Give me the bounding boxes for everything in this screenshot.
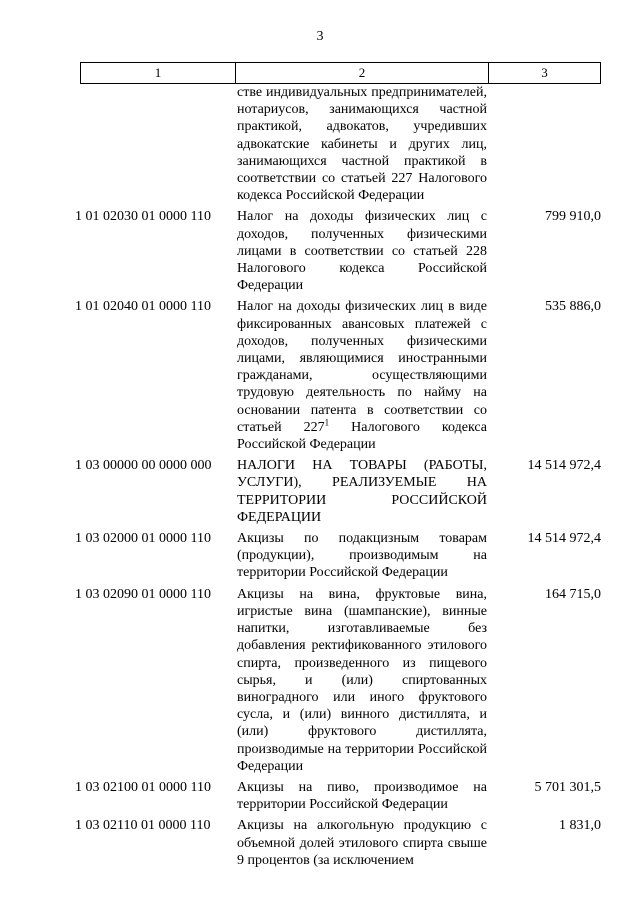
row-code: 1 03 00000 00 0000 000 (75, 458, 212, 474)
row-name: Налог на доходы физических лиц с доходов, полученных физическими лицами в соответствии со статьей 228 Налогового кодекса Российской Федерации (237, 209, 487, 294)
table-row (75, 298, 601, 453)
table-row (75, 779, 601, 813)
row-name: Акцизы по подакцизным товарам (продукции), производимым на территории Российской Федерации (237, 531, 487, 581)
row-code: 1 03 02100 01 0000 110 (75, 779, 211, 795)
page-number: 3 (316, 29, 324, 44)
row-code: 1 01 02040 01 0000 110 (75, 299, 211, 315)
row-name-text: Налог на доходы физических лиц в виде фиксированных авансовых платежей с доходов, полученных физическими лицами, являющимися иностранными гражданами, осуществляющими трудовую деятельность по найму на основании патента в соответствии со статьей 227 (237, 299, 487, 435)
table-row (75, 457, 601, 526)
column-header-3: 3 (541, 65, 548, 80)
superscript-marker: 1 (324, 417, 330, 428)
column-header-1: 1 (81, 63, 236, 83)
row-name: Акцизы на алкогольную продукцию с объемной долей этилового спирта свыше 9 процентов (за исключением (237, 818, 487, 868)
row-code: 1 01 02030 01 0000 110 (75, 209, 211, 225)
row-code: 1 03 02110 01 0000 110 (75, 818, 211, 834)
table-row-continuation (80, 84, 601, 204)
row-value: 535 886,0 (545, 299, 601, 315)
row-value: 14 514 972,4 (527, 531, 601, 547)
row-code: 1 03 02000 01 0000 110 (75, 531, 211, 547)
table-header-row (80, 62, 601, 84)
row-value: 5 701 301,5 (534, 779, 601, 795)
table-row (75, 817, 601, 869)
row-code: 1 03 02090 01 0000 110 (75, 586, 211, 602)
row-value: 799 910,0 (545, 209, 601, 225)
column-header-2: 2 (236, 63, 489, 83)
row-name: НАЛОГИ НА ТОВАРЫ (РАБОТЫ, УСЛУГИ), РЕАЛИЗУЕМЫЕ НА ТЕРРИТОРИИ РОССИЙСКОЙ ФЕДЕРАЦИИ (237, 458, 487, 525)
row-value: 14 514 972,4 (527, 458, 601, 474)
row-value: 1 831,0 (559, 818, 601, 834)
table-row (75, 586, 601, 775)
row-value: 164 715,0 (545, 586, 601, 602)
table-body (75, 84, 601, 869)
row-name: Акцизы на пиво, производимое на территории Российской Федерации (237, 779, 487, 813)
row-name: стве индивидуальных предпринимателей, нотариусов, занимающихся частной практикой, адвокатов, учредивших адвокатские кабинеты и других лиц, занимающихся частной практикой в соответствии со статьей 227 Налогового кодекса Российской Федерации (237, 85, 487, 204)
row-name (235, 298, 487, 453)
row-name-text-tail: Налогового кодекса Российской Федерации (237, 419, 487, 453)
table-row (75, 530, 601, 582)
table-row (75, 208, 601, 294)
revenue-table (75, 62, 601, 869)
row-name: Акцизы на вина, фруктовые вина, игристые вина (шампанские), винные напитки, изготавливаемые без добавления ректификованного этилового спирта, произведенного из пищевого сырья, и (или) спиртованных виноградного или иного фруктового сусла, и (или) винного дистиллята, и (или) фруктового дистиллята, производимые на территории Российской Федерации (237, 586, 487, 774)
